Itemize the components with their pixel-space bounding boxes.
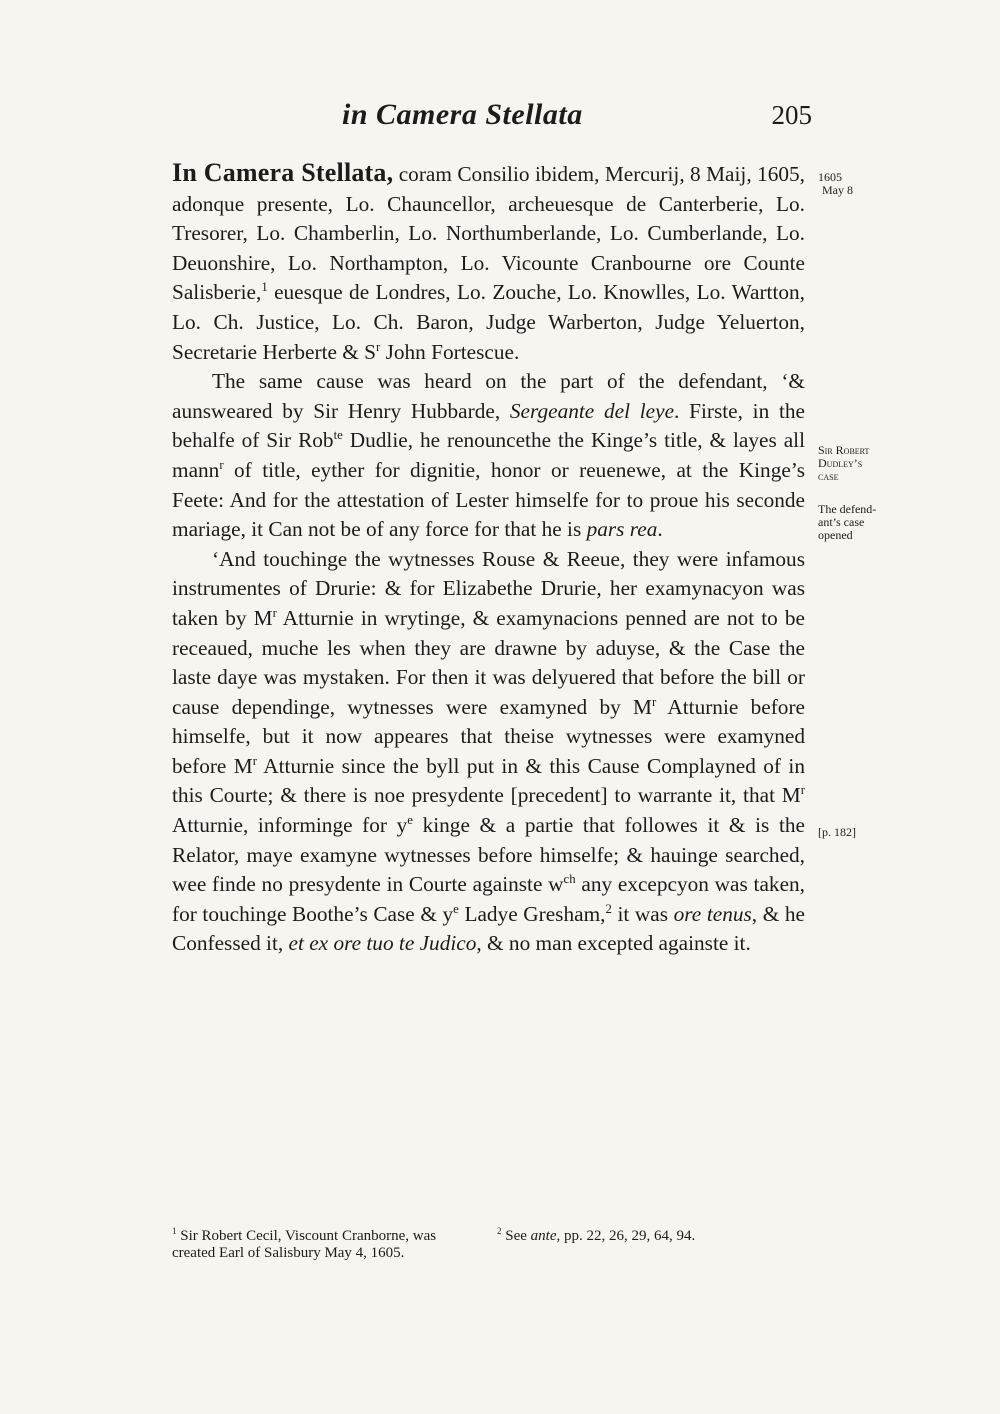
main-text bbox=[172, 158, 805, 959]
running-title: in Camera Stellata bbox=[342, 98, 583, 131]
footnotes bbox=[172, 1228, 812, 1298]
footnote-2: $^2$ See ante, pp. 22, 26, 29, 64, 94. bbox=[497, 1226, 696, 1244]
footnote-ref-2: 2 bbox=[605, 901, 612, 916]
margin-note-date: 1605 May 8 bbox=[818, 170, 853, 197]
paragraph-2: The same cause was heard on the part of the defendant, ‘& aunsweared by Sir Henry Hubbarde, Sergeante del leye. Firste, in the behalfe of Sir Rob$^{te}$ Dudlie, he renouncethe the Kinge’s title, & layes all mann$^r$ of title, eyther for dignitie, honor or reuenewe, at the Kinge’s Feete: And for the attestation of Lester himselfe for to proue his seconde mariage, it Can not be of any force for that he is pars rea. bbox=[172, 369, 805, 542]
margin-note-opened: The defend- ant’s case opened bbox=[818, 502, 877, 542]
paragraph-3: ‘And touchinge the wytnesses Rouse & Reeue, they were infamous instrumentes of Drurie: & for Elizabethe Drurie, her examynacyon was taken by $M^r$ Atturnie in wrytinge, & examynacions penned are not to be receaued, muche les when they are drawne by aduyse, & the Case the laste daye was mystaken. For then it was delyuered that before the bill or cause dependinge, wytnesses were examyned by $M^r$ Atturnie before himselfe, but it now appeares that theise wytnesses were examyned before $M^r$ Atturnie since the byll put in & this Cause Complayned of in this Courte; & there is noe presydente [precedent] to warrante it, that $M^r$ Atturnie, informinge for $y^e$ kinge & a partie that followes it & is the Relator, maye examyne wytnesses before himselfe; & hauinge searched, wee finde no presydente in Courte againste $w^{ch}$ any excepcyon was taken, for touchinge Boothe’s Case & $y^e$ Ladye Gresham,$^2$ it was ore tenus, & he Confessed it, et ex ore tuo te Judico, & no man excepted againste it. bbox=[172, 546, 805, 956]
margin-note-case: Sir Robert Dudley’s case bbox=[818, 443, 870, 483]
footnote-1: $^1$ Sir Robert Cecil, Viscount Cranborne, was created Earl of Salisbury May 4, 1605. bbox=[172, 1226, 437, 1261]
margin-note-page-ref: [p. 182] bbox=[818, 825, 856, 839]
footnote-ref-1: 1 bbox=[261, 280, 268, 295]
page-number: 205 bbox=[771, 100, 812, 130]
opening-heading: In Camera Stellata, bbox=[172, 158, 394, 187]
paragraph-1: In Camera Stellata, coram Consilio ibidem, Mercurij, 8 Maij, 1605, adonque presente, Lo. Chauncellor, archeuesque de Canterberie, Lo. Tresorer, Lo. Chamberlin, Lo. Northumberlande, Lo. Cumberlande, Lo. Deuonshire, Lo. Northampton, Lo. Vicounte Cranbourne ore Counte Salisberie,$^1$ euesque de Londres, Lo. Zouche, Lo. Knowlles, Lo. Wartton, Lo. Ch. Justice, Lo. Ch. Baron, Judge Warberton, Judge Yeluerton, Secretarie Herberte & $S^r$ John Fortescue. bbox=[172, 158, 805, 364]
page-header bbox=[172, 98, 812, 142]
